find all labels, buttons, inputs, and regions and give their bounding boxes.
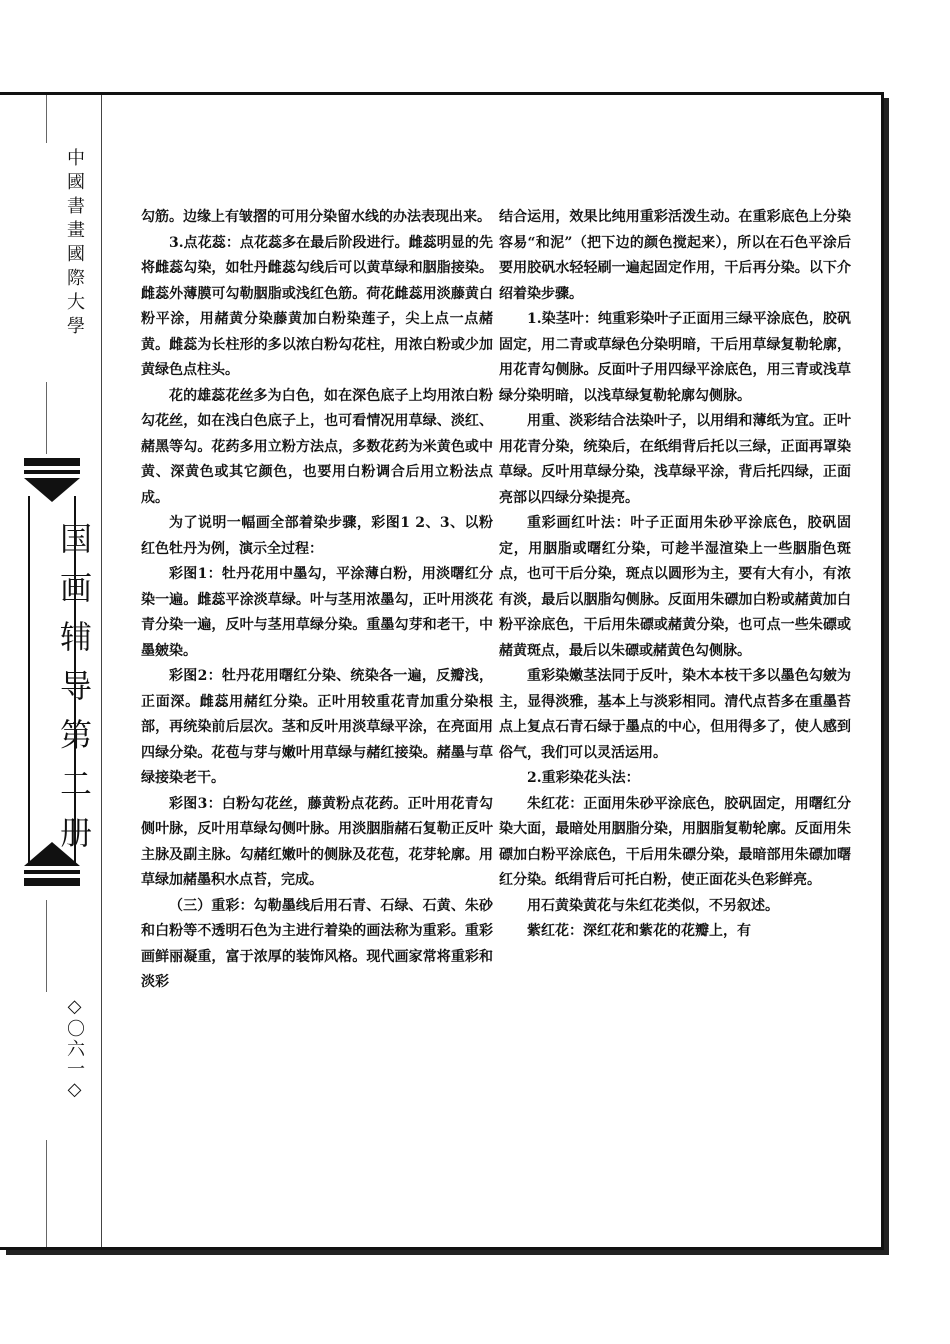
paragraph: （三）重彩：勾勒墨线后用石青、石绿、石黄、朱砂和白粉等不透明石色为主进行着染的画法称为重彩。重彩画鲜丽凝重，富于浓厚的装饰风格。现代画家常将重彩和淡彩 — [141, 897, 493, 990]
text-column-left — [141, 205, 493, 996]
ornament-chevron — [24, 478, 80, 502]
ornament-bar — [24, 878, 80, 886]
ornament-bar — [24, 870, 80, 874]
ornament-bar — [24, 458, 80, 466]
ornament-chevron — [24, 842, 80, 866]
frame-shadow-bottom — [6, 1250, 889, 1255]
paragraph: 彩图2：牡丹花用曙红分染、统染各一遍，反瓣浅，正面深。雌蕊用赭红分染。正叶用较重花青加重分染根部，再统染前后层次。茎和反叶用淡草绿平涂，在亮面用四绿分染。花苞与芽与嫩叶用草绿与赭红接染。赭墨与草绿接染老干。 — [141, 668, 493, 786]
paragraph: 结合运用，效果比纯用重彩活泼生动。在重彩底色上分染容易“和泥”（把下边的颜色搅起来），所以在石色平涂后要用胶矾水轻轻刷一遍起固定作用，干后再分染。以下介绍着染步骤。 — [499, 209, 851, 302]
paragraph: 用重、淡彩结合法染叶子，以用绢和薄纸为宜。正叶用花青分染，统染后，在纸绢背后托以三绿，正面再罩染草绿。反叶用草绿分染，浅草绿平涂，背后托四绿，正面亮部以四绿分染提亮。 — [499, 413, 851, 506]
paragraph: 勾筋。边缘上有皱摺的可用分染留水线的办法表现出来。 — [141, 209, 491, 225]
book-title: 国画辅导第二册 — [55, 522, 93, 865]
ornament-bar — [24, 470, 80, 474]
side-rule — [46, 1140, 47, 1247]
paragraph: 紫红花：深红花和紫花的花瓣上，有 — [527, 923, 751, 939]
paragraph: 彩图3：白粉勾花丝，藤黄粉点花药。正叶用花青勾侧叶脉，反叶用草绿勾侧叶脉。用淡胭脂赭石复勒正反叶主脉及副主脉。勾赭红嫩叶的侧脉及花苞，花芽轮廓。用草绿加赭墨积水点苔，完成。 — [141, 795, 493, 888]
paragraph: 1.染茎叶：纯重彩染叶子正面用三绿平涂底色，胶矾固定，用二青或草绿色分染明暗，干后用草绿复勒轮廓，用花青勾侧脉。反面叶子用四绿平涂底色，用三青或浅草绿分染明暗，以浅草绿复勒轮廓勾侧脉。 — [499, 311, 851, 404]
paragraph: 朱红花：正面用朱砂平涂底色，胶矾固定，用曙红分染大面，最暗处用胭脂分染，用胭脂复勒轮廓。反面用朱磦加白粉平涂底色，干后用朱磦分染，最暗部用朱磦加曙红分染。纸绢背后可托白粉，使正面花头色彩鲜亮。 — [499, 795, 851, 888]
paragraph: 重彩染嫩茎法同于反叶，染木本枝干多以墨色勾皴为主，显得淡雅，基本上与淡彩相同。清代点苔多在重墨苔点上复点石青石绿于墨点的中心，但用得多了，使人感到俗气，我们可以灵活运用。 — [499, 668, 851, 761]
side-rule — [46, 382, 47, 454]
margin-divider — [101, 95, 102, 1247]
paragraph: 重彩画红叶法：叶子正面用朱砂平涂底色，胶矾固定，用胭脂或曙红分染，可趁半湿渲染上一些胭脂色斑点，也可干后分染，斑点以圆形为主，要有大有小，有浓有淡，最后以胭脂勾侧脉。反面用朱磦加白粉或赭黄加白粉平涂底色，干后用朱磦或赭黄分染，也可点一些朱磦或赭黄斑点，最后以朱磦或赭黄色勾侧脉。 — [499, 515, 851, 659]
paragraph: 2.重彩染花头法： — [527, 770, 640, 786]
page-number: ◇〇六一◇ — [64, 996, 85, 1102]
paragraph: 3.点花蕊：点花蕊多在最后阶段进行。雌蕊明显的先将雌蕊勾染，如牡丹雌蕊勾线后可以黄草绿和胭脂接染。雌蕊外薄膜可勾勒胭脂或浅红色筋。荷花雌蕊用淡藤黄白粉平涂，用赭黄分染藤黄加白粉染莲子，尖上点一点赭黄。雌蕊为长柱形的多以浓白粉勾花柱，用浓白粉或少加黄绿色点柱头。 — [141, 234, 493, 378]
side-rule — [46, 95, 47, 143]
university-name: 中國書畫國際大學 — [64, 148, 85, 340]
paragraph: 花的雄蕊花丝多为白色，如在深色底子上均用浓白粉勾花丝，如在浅白色底子上，也可看情况用草绿、淡红、赭黑等勾。花药多用立粉方法点，多数花药为米黄色或中黄、深黄色或其它颜色，也要用白粉调合后用立粉法点成。 — [141, 387, 493, 506]
side-rule — [46, 900, 47, 992]
paragraph: 为了说明一幅画全部着染步骤，彩图1 2、3、以粉红色牡丹为例，演示全过程： — [141, 515, 493, 557]
frame-shadow-right — [884, 98, 889, 1255]
box-edge-left — [28, 496, 30, 866]
frame-top-border — [0, 92, 884, 95]
text-column-right — [499, 205, 851, 945]
paragraph: 彩图1：牡丹花用中墨勾，平涂薄白粉，用淡曙红分染一遍。雌蕊平涂淡草绿。叶与茎用浓墨勾，正叶用淡花青分染一遍，反叶与茎用草绿分染。重墨勾芽和老干，中墨皴染。 — [141, 566, 493, 659]
paragraph: 用石黄染黄花与朱红花类似，不另叙述。 — [527, 897, 779, 914]
